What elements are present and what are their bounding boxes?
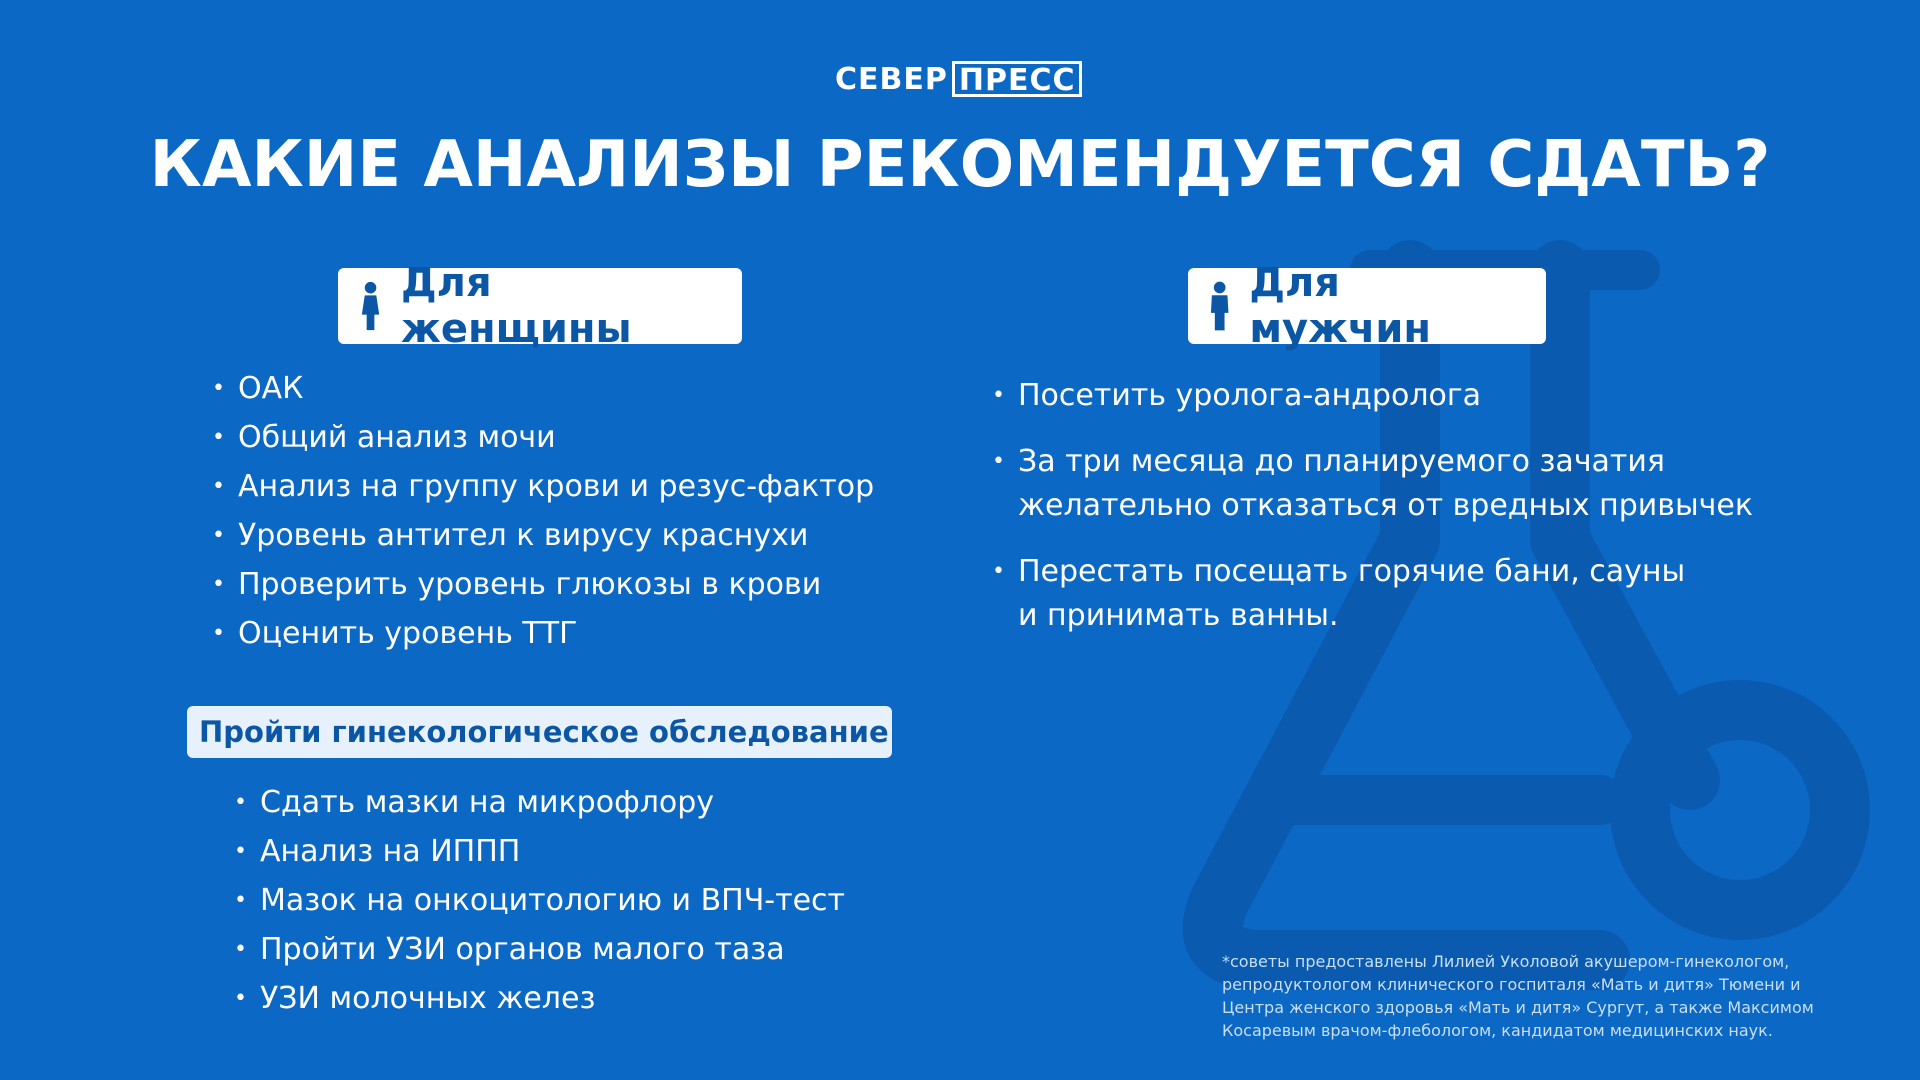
list-item: • Проверить уровень глюкозы в крови	[212, 560, 874, 609]
logo	[835, 58, 1082, 100]
list-item: • Перестать посещать горячие бани, сауны и принимать ванны.	[992, 550, 1753, 638]
list-item: • Общий анализ мочи	[212, 413, 874, 462]
women-heading-text: Для женщины	[401, 260, 632, 352]
men-heading-card	[1188, 260, 1546, 352]
list-item: • Пройти УЗИ органов малого таза	[234, 925, 845, 974]
list-item: • Мазок на онкоцитологию и ВПЧ-тест	[234, 876, 845, 925]
gynecology-tests-list	[234, 778, 845, 1023]
list-item: • За три месяца до планируемого зачатия желательно отказаться от вредных привычек	[992, 440, 1753, 528]
men-recommendations-list	[992, 374, 1753, 660]
men-heading-text: Для мужчин	[1249, 260, 1432, 352]
list-item: • Посетить уролога-андролога	[992, 374, 1753, 418]
logo-left-text: СЕВЕР	[835, 61, 948, 97]
women-heading-card	[338, 260, 742, 352]
gynecology-heading: Пройти гинекологическое обследование	[187, 706, 892, 758]
women-tests-list	[212, 364, 874, 658]
list-item: • Анализ на группу крови и резус-фактор	[212, 462, 874, 511]
footnote: *советы предоставлены Лилией Уколовой акушером-гинекологом, репродуктологом клинического госпиталя «Мать и дитя» Тюмени и Центра женского здоровья «Мать и дитя» Сургут, а также Максимом Косаревым врачом-флебологом, кандидатом медицинских наук.	[1222, 952, 1814, 1040]
list-item: • Уровень антител к вирусу краснухи	[212, 511, 874, 560]
man-icon	[1208, 281, 1231, 331]
list-item: • ОАК	[212, 364, 874, 413]
woman-icon	[358, 281, 383, 331]
list-item: • Анализ на ИППП	[234, 827, 845, 876]
page-title: КАКИЕ АНАЛИЗЫ РЕКОМЕНДУЕТСЯ СДАТЬ?	[149, 128, 1771, 202]
logo-right-text: ПРЕСС	[952, 61, 1083, 97]
list-item: • УЗИ молочных желез	[234, 974, 845, 1023]
list-item: • Оценить уровень ТТГ	[212, 609, 874, 658]
list-item: • Сдать мазки на микрофлору	[234, 778, 845, 827]
